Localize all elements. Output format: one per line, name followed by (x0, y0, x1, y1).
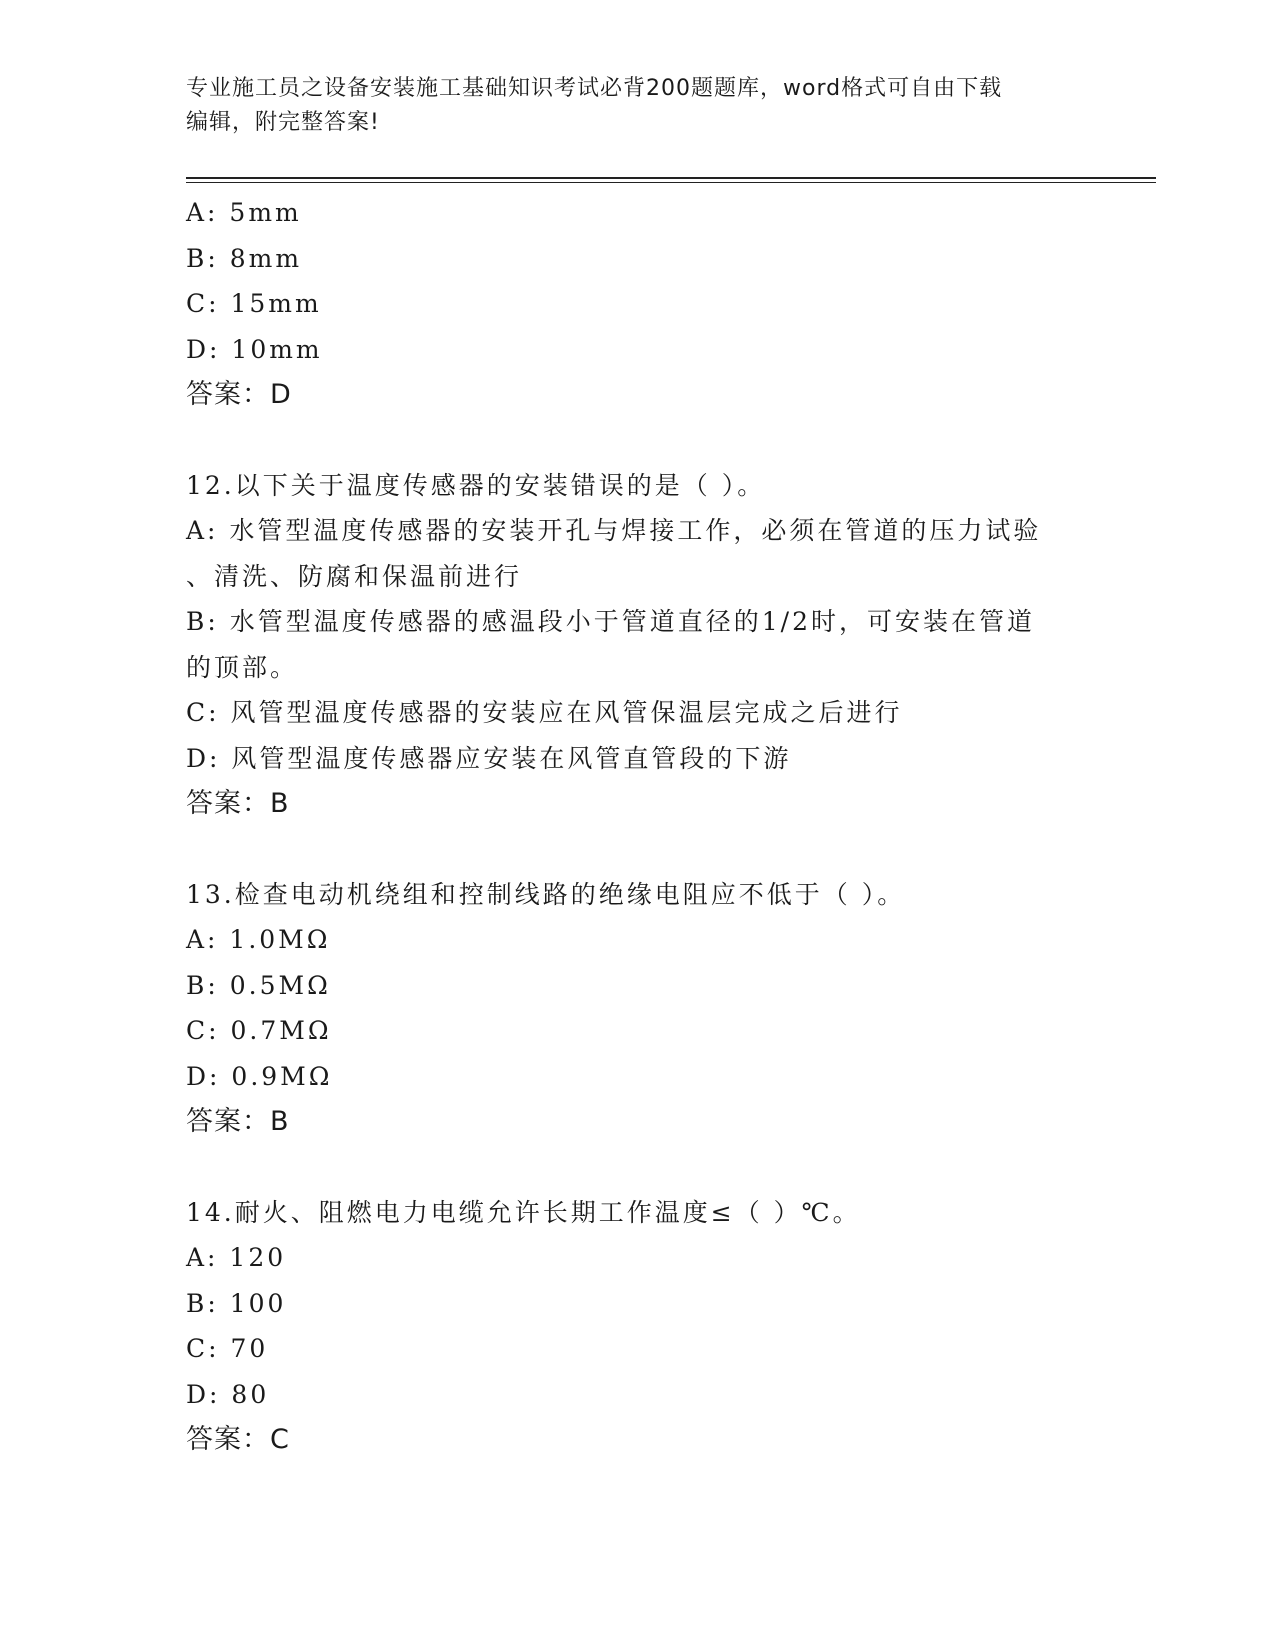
option-a-continued: 、清洗、防腐和保温前进行 (186, 561, 523, 591)
option-b-continued: 的顶部。 (186, 652, 299, 682)
question-text: 13.检查电动机绕组和控制线路的绝缘电阻应不低于（ ）。 (186, 879, 906, 909)
answer-line: 答案：B (186, 788, 290, 819)
question-11 (186, 190, 1086, 418)
option-c: C: 风管型温度传感器的安装应在风管保温层完成之后进行 (186, 698, 903, 727)
question-text: 12.以下关于温度传感器的安装错误的是（ ）。 (186, 470, 766, 500)
option-d: D: 风管型温度传感器应安装在风管直管段的下游 (186, 743, 792, 773)
option-b: B: 100 (186, 1288, 287, 1318)
option-c: C: 15mm (186, 289, 322, 318)
option-a: A: 水管型温度传感器的安装开孔与焊接工作，必须在管道的压力试验 (186, 516, 1042, 545)
question-list (186, 190, 1086, 1463)
document-header (186, 72, 1086, 140)
option-d: D: 0.9MΩ (186, 1061, 333, 1091)
question-text: 14.耐火、阻燃电力电缆允许长期工作温度≤（ ）℃。 (186, 1197, 861, 1227)
question-12 (186, 463, 1086, 827)
question-13 (186, 872, 1086, 1145)
answer-line: 答案：B (186, 1106, 290, 1137)
option-a: A: 120 (186, 1243, 287, 1272)
option-c: C: 70 (186, 1334, 269, 1363)
option-b: B: 8mm (186, 243, 303, 273)
option-c: C: 0.7MΩ (186, 1016, 332, 1045)
option-a: A: 1.0MΩ (186, 925, 331, 954)
option-b: B: 水管型温度传感器的感温段小于管道直径的1/2时，可安装在管道 (186, 607, 1035, 636)
header-divider (186, 177, 1156, 179)
question-14 (186, 1190, 1086, 1463)
option-d: D: 80 (186, 1379, 270, 1409)
option-a: A: 5mm (186, 198, 302, 227)
header-line-2: 编辑，附完整答案! (186, 110, 380, 135)
answer-line: 答案：D (186, 379, 292, 410)
option-b: B: 0.5MΩ (186, 970, 331, 1000)
option-d: D: 10mm (186, 334, 323, 364)
header-line-1: 专业施工员之设备安装施工基础知识考试必背200题题库，word格式可自由下载 (186, 76, 1003, 101)
answer-line: 答案：C (186, 1424, 290, 1455)
header-divider-thin (186, 182, 1156, 183)
